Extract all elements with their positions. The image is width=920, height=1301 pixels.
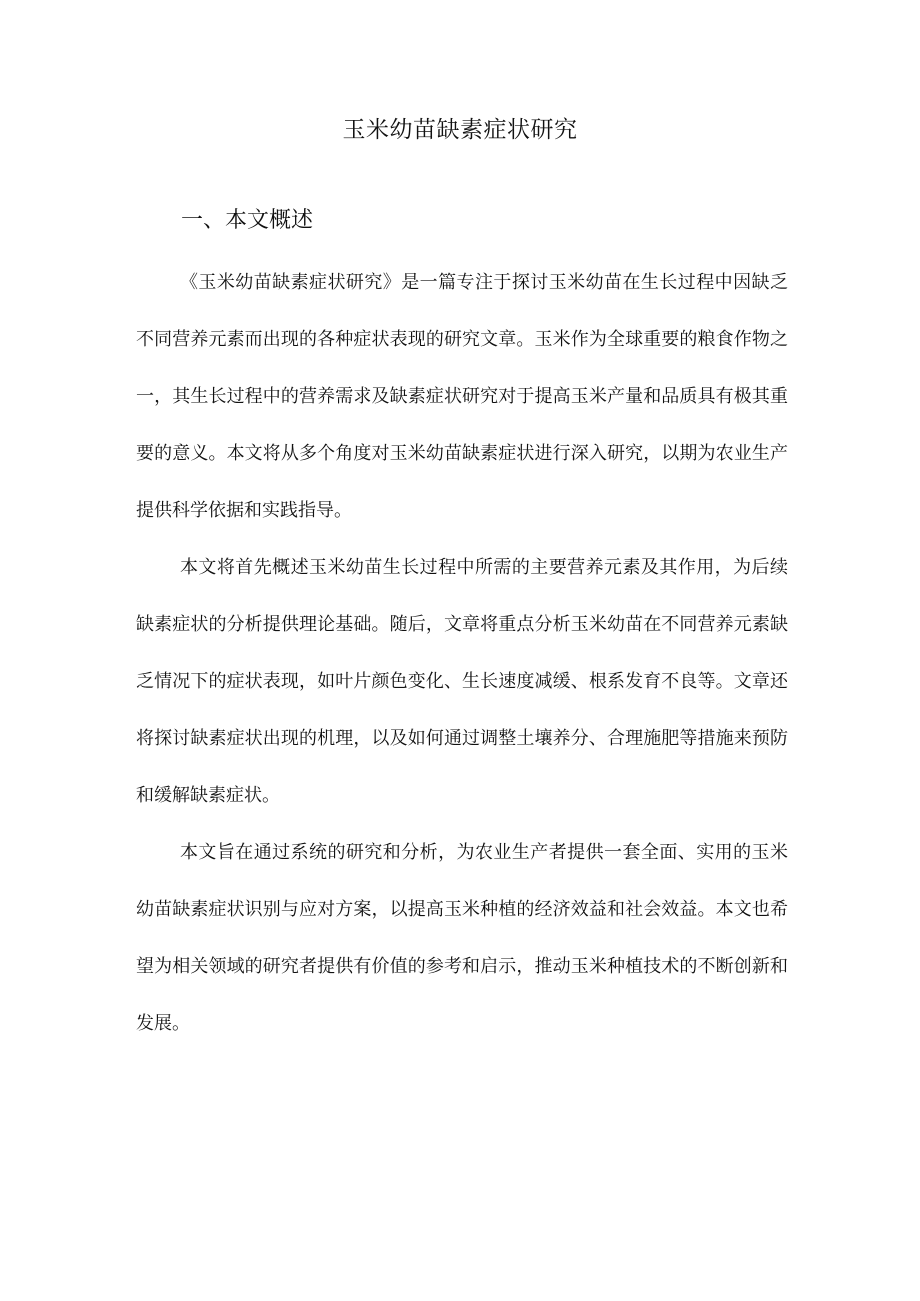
document-body xyxy=(136,254,788,1052)
section-heading: 一、本文概述 xyxy=(181,208,314,233)
paragraph-2: 本文将首先概述玉米幼苗生长过程中所需的主要营养元素及其作用，为后续缺素症状的分析提供理论基础。随后，文章将重点分析玉米幼苗在不同营养元素缺乏情况下的症状表现，如叶片颜色变化、生长速度减缓、根系发育不良等。文章还将探讨缺素症状出现的机理，以及如何通过调整土壤养分、合理施肥等措施来预防和缓解缺素症状。 xyxy=(136,557,788,806)
paragraph-1: 《玉米幼苗缺素症状研究》是一篇专注于探讨玉米幼苗在生长过程中因缺乏不同营养元素而出现的各种症状表现的研究文章。玉米作为全球重要的粮食作物之一，其生长过程中的营养需求及缺素症状研究对于提高玉米产量和品质具有极其重要的意义。本文将从多个角度对玉米幼苗缺素症状进行深入研究，以期为农业生产提供科学依据和实践指导。 xyxy=(136,272,788,521)
document-title: 玉米幼苗缺素症状研究 xyxy=(342,117,578,143)
paragraph-3: 本文旨在通过系统的研究和分析，为农业生产者提供一套全面、实用的玉米幼苗缺素症状识别与应对方案，以提高玉米种植的经济效益和社会效益。本文也希望为相关领域的研究者提供有价值的参考和启示，推动玉米种植技术的不断创新和发展。 xyxy=(136,842,788,1034)
